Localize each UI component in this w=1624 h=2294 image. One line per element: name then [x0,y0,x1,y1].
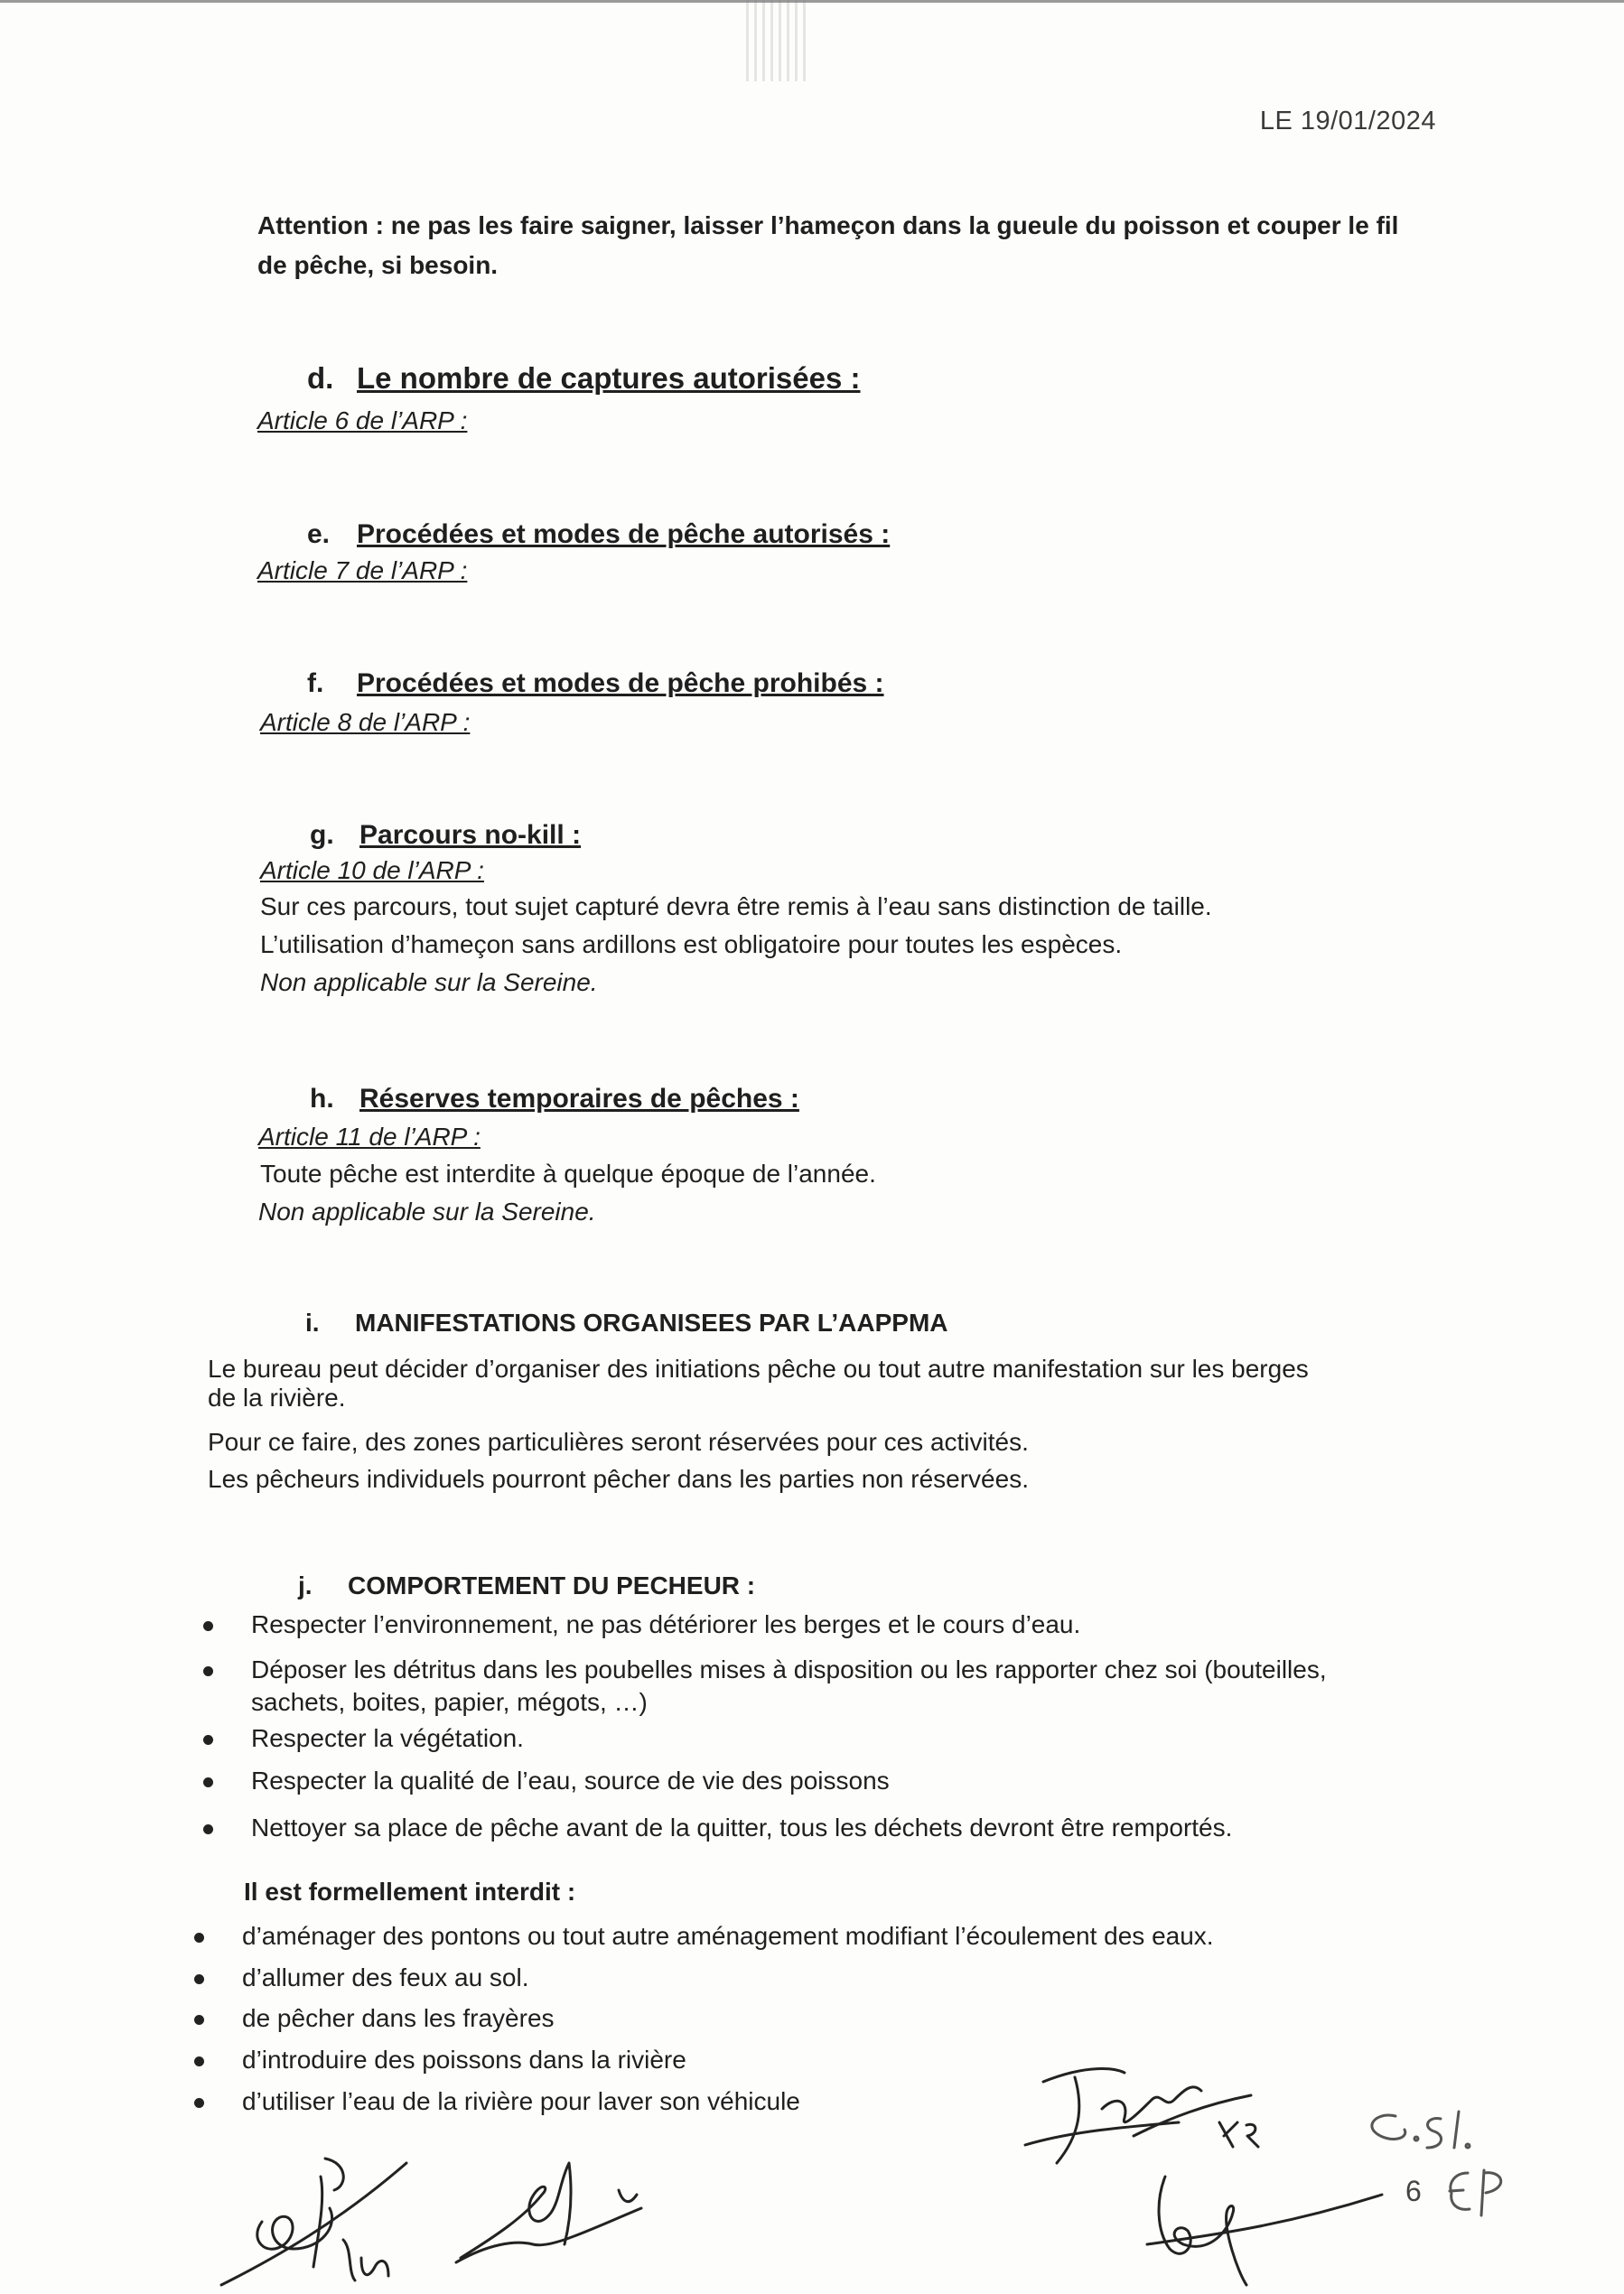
section-h-heading: h. Réserves temporaires de pêches : [310,1084,799,1114]
section-d-title: Le nombre de captures autorisées : [357,361,861,395]
section-f-heading: f. Procédées et modes de pêche prohibés : [307,668,884,698]
bullet-dot [203,1621,213,1631]
section-d-article: Article 6 de l’ARP : [257,406,468,434]
behaviour-bullet-1: Respecter l’environnement, ne pas détériorer les berges et le cours d’eau. [251,1607,1080,1643]
behaviour-bullet-5: Nettoyer sa place de pêche avant de la quitter, tous les déchets devront être remportés. [251,1810,1232,1846]
section-g-line-1: Sur ces parcours, tout sujet capturé devra être remis à l’eau sans distinction de taille. [260,892,1212,920]
section-e-title: Procédées et modes de pêche autorisés : [357,519,891,549]
section-i-line-3: Pour ce faire, des zones particulières seront réservées pour ces activités. [208,1428,1029,1456]
signature-4 [1129,2159,1400,2289]
forbidden-item-1: d’aménager des pontons ou tout autre aménagement modifiant l’écoulement des eaux. [242,1918,1214,1954]
section-h-article: Article 11 de l’ARP : [258,1123,481,1151]
section-g-title: Parcours no-kill : [359,820,582,850]
forbidden-item-5: d’utiliser l’eau de la rivière pour laver son véhicule [242,2084,800,2120]
section-g-line-2: L’utilisation d’hameçon sans ardillons est obligatoire pour toutes les espèces. [260,930,1123,958]
behaviour-bullet-2: Déposer les détritus dans les poubelles mises à disposition ou les rapporter chez soi (bouteilles, [251,1652,1327,1688]
section-f-article: Article 8 de l’ARP : [260,708,471,736]
initials-ep [1441,2166,1531,2220]
initials-gs [1355,2103,1499,2166]
section-h-line-1: Toute pêche est interdite à quelque époque de l’année. [260,1160,876,1188]
signature-yr [1016,2046,1287,2172]
signature-2 [443,2145,659,2271]
section-j-heading: j. COMPORTEMENT DU PECHEUR : [298,1571,756,1599]
section-e-article: Article 7 de l’ARP : [257,556,468,584]
section-i-line-1: Le bureau peut décider d’organiser des initiations pêche ou tout autre manifestation sur les berges [208,1355,1309,1383]
forbidden-title: Il est formellement interdit : [244,1878,576,1906]
behaviour-bullet-4: Respecter la qualité de l’eau, source de vie des poissons [251,1763,890,1799]
bullet-dot [194,2098,204,2108]
bullet-dot [194,1974,204,1984]
bullet-dot [203,1777,213,1787]
bullet-dot [203,1666,213,1676]
section-g-note: Non applicable sur la Sereine. [260,968,598,996]
section-h-title: Réserves temporaires de pêches : [359,1084,799,1114]
behaviour-bullet-3: Respecter la végétation. [251,1720,524,1757]
section-i-line-4: Les pêcheurs individuels pourront pêcher dans les parties non réservées. [208,1465,1029,1493]
document-date: LE 19/01/2024 [1259,107,1436,135]
section-h-note: Non applicable sur la Sereine. [258,1198,596,1226]
forbidden-item-2: d’allumer des feux au sol. [242,1960,529,1996]
bullet-dot [194,1933,204,1943]
attention-line-1: Attention : ne pas les faire saigner, laisser l’hameçon dans la gueule du poisson et couper le fil [257,211,1399,239]
scan-artifact [746,0,806,81]
section-g-heading: g. Parcours no-kill : [310,820,582,850]
bullet-dot [194,2056,204,2066]
section-j-title: COMPORTEMENT DU PECHEUR : [348,1571,756,1599]
section-i-heading: i. MANIFESTATIONS ORGANISEES PAR L’AAPPMA [305,1309,948,1337]
section-e-heading: e. Procédées et modes de pêche autorisés : [307,519,891,549]
forbidden-item-3: de pêcher dans les frayères [242,2000,555,2037]
section-i-line-2: de la rivière. [208,1384,346,1412]
page-number: 6 [1405,2175,1422,2207]
behaviour-bullet-2-continued: sachets, boites, papier, mégots, …) [251,1688,648,1716]
section-d-heading: d. Le nombre de captures autorisées : [307,361,861,395]
bullet-dot [203,1824,213,1834]
bullet-dot [194,2015,204,2025]
section-g-article: Article 10 de l’ARP : [260,856,484,884]
bullet-dot [203,1735,213,1745]
attention-line-2: de pêche, si besoin. [257,251,499,279]
scan-top-border [0,0,1624,3]
forbidden-item-4: d’introduire des poissons dans la rivière [242,2042,686,2078]
section-i-title: MANIFESTATIONS ORGANISEES PAR L’AAPPMA [355,1309,948,1337]
signature-vm [212,2122,438,2294]
section-f-title: Procédées et modes de pêche prohibés : [357,668,884,698]
